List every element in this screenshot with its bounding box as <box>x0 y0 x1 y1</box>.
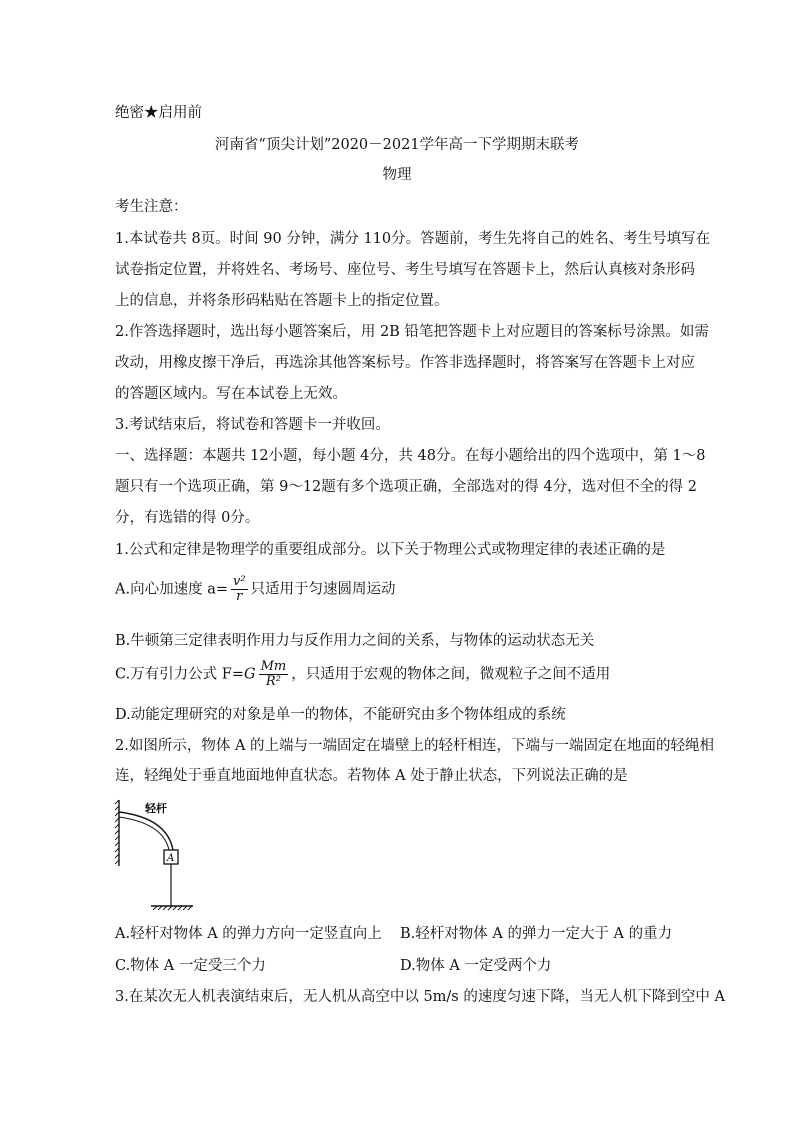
secret-label: 绝密★启用前 <box>115 105 202 121</box>
light-rod <box>119 812 173 850</box>
subject-title: 物理 <box>382 167 412 183</box>
q1-option-c <box>115 660 610 689</box>
q1-a-suffix: 只适用于匀速圆周运动 <box>250 581 396 598</box>
notice-line: 试卷指定位置，并将姓名、考场号、座位号、考生号填写在答题卡上，然后认真核对条形码 <box>115 262 695 278</box>
fraction-numerator: Mm <box>260 659 287 674</box>
notice-line: 的答题区域内。写在本试卷上无效。 <box>115 386 347 402</box>
wall-rod-block-diagram <box>115 798 195 918</box>
notice-line: 改动，用橡皮擦干净后，再选涂其他答案标号。作答非选择题时，将答案写在答题卡上对应 <box>115 355 695 371</box>
q3-stem: 3.在某次无人机表演结束后，无人机从高空中以 5m/s 的速度匀速下降，当无人机下降到空中 A <box>115 989 725 1005</box>
rod-label: 轻杆 <box>145 802 167 815</box>
notice-line: 1.本试卷共 8页。时间 90 分钟，满分 110分。答题前，考生先将自己的姓名、考生号填写在 <box>115 231 711 247</box>
q2-figure <box>115 798 195 918</box>
notice-heading: 考生注意： <box>115 199 188 215</box>
fraction-numerator: v² <box>232 574 246 589</box>
gravitational-constant: G <box>244 666 256 683</box>
q1-option-b: B.牛顿第三定律表明作用力与反作用力之间的关系，与物体的运动状态无关 <box>115 633 595 649</box>
notice-line: 上的信息，并将条形码粘贴在答题卡上的指定位置。 <box>115 293 449 309</box>
q1-option-d: D.动能定理研究的对象是单一的物体，不能研究由多个物体组成的系统 <box>115 707 566 723</box>
section-instruction: 分，有选错的得 0分。 <box>115 510 260 526</box>
q2-option-c: C.物体 A 一定受三个力 <box>115 958 266 974</box>
q2-stem: 连，轻绳处于垂直地面地伸直状态。若物体 A 处于静止状态，下列说法正确的是 <box>115 768 628 784</box>
q2-option-a: A.轻杆对物体 A 的弹力方向一定竖直向上 <box>115 926 382 942</box>
fraction-denominator: R² <box>265 674 281 689</box>
q2-stem: 2.如图所示，物体 A 的上端与一端固定在墙壁上的轻杆相连，下端与一端固定在地面的轻绳相 <box>115 738 715 754</box>
section-instruction: 一、选择题：本题共 12小题，每小题 4分，共 48分。在每小题给出的四个选项中，第 1～8 <box>115 448 706 464</box>
q1-option-a <box>115 575 396 604</box>
light-rod-inner <box>119 817 169 850</box>
fraction-denominator: r <box>236 589 243 604</box>
q1-stem: 1.公式和定律是物理学的重要组成部分。以下关于物理公式或物理定律的表述正确的是 <box>115 542 666 558</box>
section-instruction: 题只有一个选项正确，第 9～12题有多个选项正确，全部选对的得 4分，选对但不全的得 2 <box>115 479 697 495</box>
q2-option-d: D.物体 A 一定受两个力 <box>400 958 552 974</box>
formula-fraction <box>231 575 248 604</box>
exam-title: 河南省“顶尖计划”2020－2021学年高一下学期期末联考 <box>214 137 580 153</box>
notice-line: 2.作答选择题时，选出每小题答案后，用 2B 铅笔把答题卡上对应题目的答案标号涂黑。如需 <box>115 324 709 340</box>
q1-c-prefix: C.万有引力公式 F= <box>115 666 245 683</box>
notice-line: 3.考试结束后，将试卷和答题卡一并收回。 <box>115 417 390 433</box>
q1-a-prefix: A.向心加速度 a= <box>115 581 228 598</box>
block-label: A <box>167 853 175 864</box>
q1-c-suffix: ，只适用于宏观的物体之间，微观粒子之间不适用 <box>291 666 611 683</box>
q2-option-b: B.轻杆对物体 A 的弹力一定大于 A 的重力 <box>400 926 673 942</box>
formula-fraction <box>259 660 289 689</box>
